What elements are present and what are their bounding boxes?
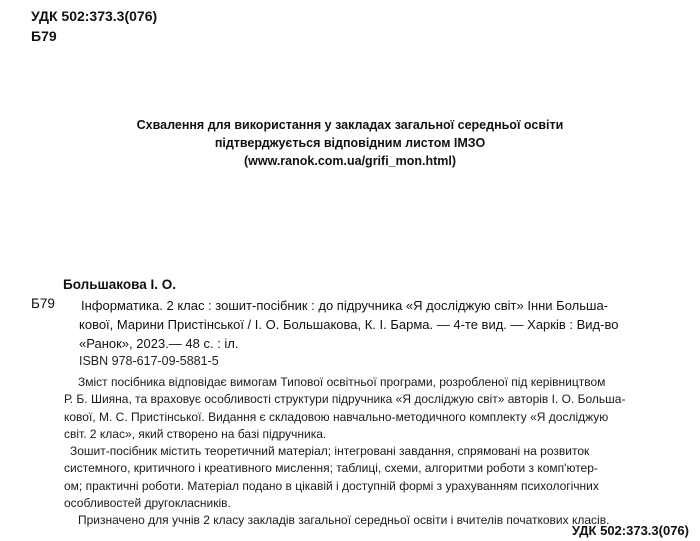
annotation-line: світ. 2 клас», який створено на базі підручника. [64, 426, 327, 441]
annotation-line: ом; практичні роботи. Матеріал подано в цікавій і доступній формі з урахуванням психологічних [64, 478, 599, 493]
record-author-sign: Б79 [31, 296, 55, 311]
approval-line: підтверджується відповідним листом ІМЗО [214, 136, 486, 150]
isbn: ISBN 978-617-09-5881-5 [79, 354, 219, 368]
annotation-line: Зміст посібника відповідає вимогам Типової освітньої програми, розробленої під керівництвом [78, 375, 606, 389]
annotation-line: кової, М. С. Пристінської. Видання є складовою навчально-методичного комплекту «Я досліджую [64, 409, 609, 424]
approval-url: (www.ranok.com.ua/grifi_mon.html) [243, 154, 457, 168]
author-sign-top: Б79 [31, 28, 57, 44]
annotation [64, 374, 686, 530]
bibliographic-description [79, 296, 684, 353]
description-line: кової, Марини Пристінської / І. О. Большакова, К. І. Барма. — 4-те вид. — Харків : Вид-во [79, 317, 619, 332]
annotation-line: системного, критичного і креативного мислення; таблиці, схеми, алгоритми роботи з комп'ютер- [64, 461, 598, 476]
record-author: Большакова І. О. [63, 277, 176, 292]
description-line: Інформатика. 2 клас : зошит-посібник : до підручника «Я досліджую світ» Інни Больша- [81, 298, 609, 313]
annotation-line: Призначено для учнів 2 класу закладів загальної середньої освіти і вчителів початкових класів. [78, 513, 610, 528]
annotation-line: особливостей другокласників. [64, 496, 231, 511]
approval-note [0, 116, 700, 170]
approval-line: Схвалення для використання у закладах загальної середньої освіти [136, 118, 564, 132]
annotation-line: Р. Б. Шияна, та враховує особливості структури підручника «Я досліджую світ» авторів І. О. Больша- [64, 392, 626, 407]
description-line: «Ранок», 2023.— 48 с. : іл. [79, 336, 239, 351]
annotation-line: Зошит-посібник містить теоретичний матеріал; інтегровані завдання, спрямовані на розвиток [70, 444, 590, 459]
udk-code-top: УДК 502:373.3(076) [31, 8, 158, 24]
udk-code-bottom: УДК 502:373.3(076) [571, 523, 689, 538]
